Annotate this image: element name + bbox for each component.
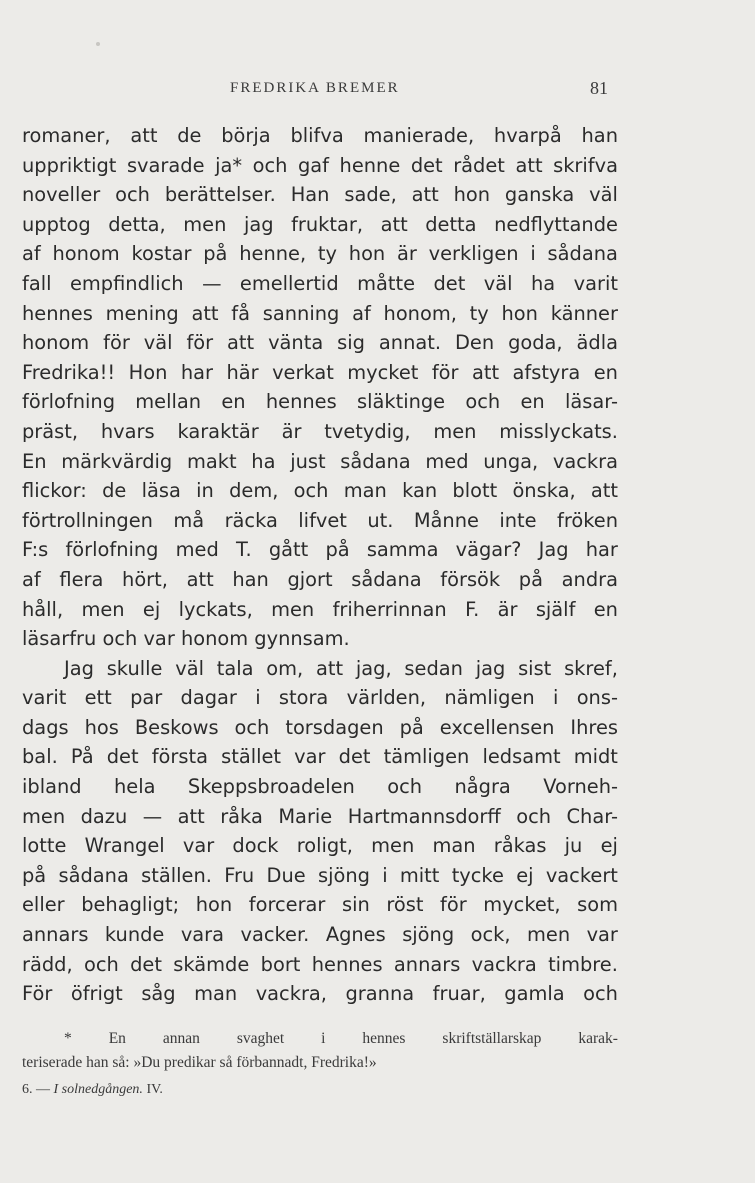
text-line: En märkvärdig makt ha just sådana med unga, vackra <box>22 449 618 473</box>
text-line: noveller och berättelser. Han sade, att hon ganska väl <box>22 183 618 207</box>
footnote-line: teriserade han så: »Du predikar så förbannadt, Fredrika!» <box>22 1054 377 1071</box>
text-line: eller behagligt; hon forcerar sin röst för mycket, som <box>22 893 618 917</box>
text-line: läsarfru och var honom gynnsam. <box>22 627 350 651</box>
body-text <box>22 121 618 1009</box>
text-line: honom för väl för att vänta sig annat. Den goda, ädla <box>22 331 618 355</box>
text-line: upptog detta, men jag fruktar, att detta nedflyttande <box>22 212 618 236</box>
text-line: bal. På det första stället var det tämligen ledsamt midt <box>22 745 618 769</box>
footnote <box>22 1027 618 1075</box>
text-line: rädd, och det skämde bort hennes annars vackra timbre. <box>22 952 618 976</box>
page-number: 81 <box>590 78 608 98</box>
signature-number: 6. <box>22 1082 33 1097</box>
text-line: af honom kostar på henne, ty hon är verkligen i sådana <box>22 242 618 266</box>
text-line: annars kunde vara vacker. Agnes sjöng ock, men var <box>22 923 618 947</box>
text-line: För öfrigt såg man vackra, granna fruar, gamla och <box>22 982 618 1006</box>
text-line: af flera hört, att han gjort sådana försök på andra <box>22 567 618 591</box>
text-line: flickor: de läsa in dem, och man kan blott önska, att <box>22 479 618 503</box>
text-line: präst, hvars karaktär är tvetydig, men misslyckats. <box>22 419 618 443</box>
text-line: romaner, att de börja blifva manierade, hvarpå han <box>22 124 618 147</box>
text-line: hennes mening att få sanning af honom, ty hon känner <box>22 301 618 325</box>
text-line: Jag skulle väl tala om, att jag, sedan jag sist skref, <box>64 656 618 680</box>
book-title: I solnedgången. <box>53 1082 143 1097</box>
text-line: ibland hela Skeppsbroadelen och några Vorneh- <box>22 775 618 799</box>
text-line: uppriktigt svarade ja* och gaf henne det rådet att skrifva <box>22 153 618 177</box>
text-line: varit ett par dagar i stora världen, nämligen i ons- <box>22 686 618 710</box>
footnote-line: * En annan svaghet i hennes skriftställarskap karak- <box>64 1030 618 1047</box>
text-line: Fredrika!! Hon har här verkat mycket för att afstyra en <box>22 360 618 384</box>
signature-mark <box>22 1082 163 1098</box>
text-line: fall empfindlich — emellertid måtte det väl ha varit <box>22 271 618 295</box>
running-title: FREDRIKA BREMER <box>230 80 400 96</box>
volume-number: IV. <box>146 1082 163 1097</box>
text-line: förlofning mellan en hennes släktinge och en läsar- <box>22 390 618 414</box>
text-line: men dazu — att råka Marie Hartmannsdorff och Char- <box>22 804 618 828</box>
text-line: håll, men ej lyckats, men friherrinnan F. är själf en <box>22 597 618 621</box>
text-line: förtrollningen må räcka lifvet ut. Månne inte fröken <box>22 508 618 532</box>
signature-dash: — <box>36 1082 50 1097</box>
text-line: F:s förlofning med T. gått på samma vägar? Jag har <box>22 538 618 562</box>
text-line: lotte Wrangel var dock roligt, men man råkas ju ej <box>22 834 618 858</box>
paper-blemish <box>96 42 100 46</box>
text-line: på sådana ställen. Fru Due sjöng i mitt tycke ej vackert <box>22 863 618 887</box>
text-line: dags hos Beskows och torsdagen på excellensen Ihres <box>22 715 618 739</box>
